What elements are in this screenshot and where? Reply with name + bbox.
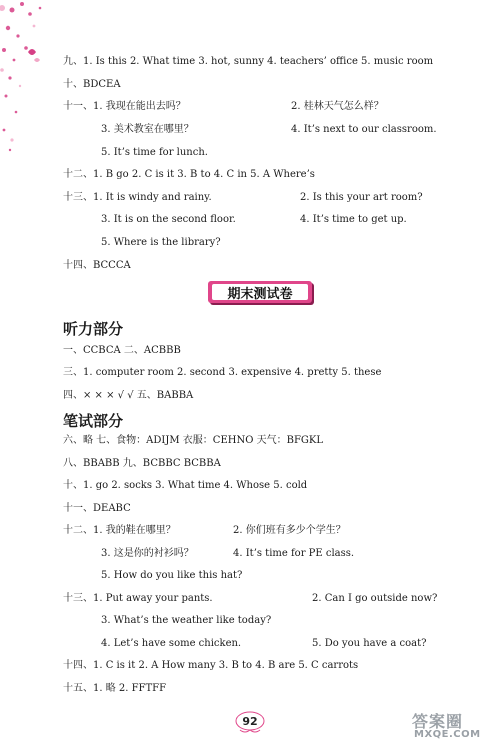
listening-line-3: 三、1. computer room 2. second 3. expensive 4. pretty 5. these <box>63 367 382 378</box>
writing-line-15: 十五、1. 略 2. FFTFF <box>63 683 167 694</box>
answer-line-13-q1: 十三、1. It is windy and rainy. <box>63 192 212 203</box>
writing-line-13-q1: 十三、1. Put away your pants. <box>63 593 213 604</box>
banner-title: 期末测试卷 <box>227 286 293 302</box>
answer-line-12: 十二、1. B go 2. C is it 3. B to 4. C in 5. A Where’s <box>63 169 315 180</box>
writing-line-12-q2: 2. 你们班有多少个学生？ <box>233 525 346 536</box>
answer-line-14: 十四、BCCCA <box>63 260 131 271</box>
writing-line-13-q2: 2. Can I go outside now? <box>312 593 438 604</box>
writing-line-12-q3: 3. 这是你的衬衫吗？ <box>101 548 194 559</box>
watermark-logo-text: 答案圈 <box>412 712 464 731</box>
answer-line-13-q3: 3. It is on the second floor. <box>101 214 236 225</box>
page-number: 92 <box>242 714 258 728</box>
writing-line-14: 十四、1. C is it 2. A How many 3. B to 4. B are 5. C carrots <box>63 660 359 671</box>
final-exam-banner <box>208 281 312 303</box>
watermark-url: MXQE.COM <box>414 729 481 740</box>
listening-line-4: 四、× × × √ √ 五、BABBA <box>63 390 194 401</box>
listening-line-1: 一、CCBCA 二、ACBBB <box>63 345 181 356</box>
answer-line-11-q3: 3. 美术教室在哪里？ <box>101 124 194 135</box>
answer-line-11-q5: 5. It’s time for lunch. <box>101 147 208 158</box>
writing-line-13-q4: 4. Let’s have some chicken. <box>101 638 242 649</box>
writing-line-12-q4: 4. It’s time for PE class. <box>233 548 355 559</box>
watermark-logo <box>412 709 486 745</box>
answer-line-10: 十、BDCEA <box>63 79 121 90</box>
answer-line-13-q2: 2. Is this your art room? <box>300 192 423 203</box>
writing-heading: 笔试部分 <box>63 412 124 430</box>
answer-line-13-q4: 4. It’s time to get up. <box>300 214 407 225</box>
listening-heading: 听力部分 <box>63 320 124 338</box>
answer-line-11-q2: 2. 桂林天气怎么样？ <box>291 101 384 112</box>
writing-line-13-q5: 5. Do you have a coat? <box>312 638 427 649</box>
answer-line-11-q1: 十一、1. 我现在能出去吗？ <box>63 101 186 112</box>
writing-line-12-q5: 5. How do you like this hat? <box>101 570 243 581</box>
answer-line-9: 九、1. Is this 2. What time 3. hot, sunny 4. teachers’ office 5. music room <box>63 56 434 67</box>
writing-line-10: 十、1. go 2. socks 3. What time 4. Whose 5. cold <box>63 480 308 491</box>
writing-line-12-q1: 十二、1. 我的鞋在哪里？ <box>63 525 176 536</box>
writing-line-11: 十一、DEABC <box>63 503 131 514</box>
answer-line-11-q4: 4. It’s next to our classroom. <box>291 124 437 135</box>
answer-line-13-q5: 5. Where is the library? <box>101 237 221 248</box>
writing-line-6-7: 六、略 七、食物：ADIJM 衣服：CEHNO 天气：BFGKL <box>63 435 323 446</box>
writing-line-8-9: 八、BBABB 九、BCBBC BCBBA <box>63 458 221 469</box>
writing-line-13-q3: 3. What’s the weather like today? <box>101 615 272 626</box>
